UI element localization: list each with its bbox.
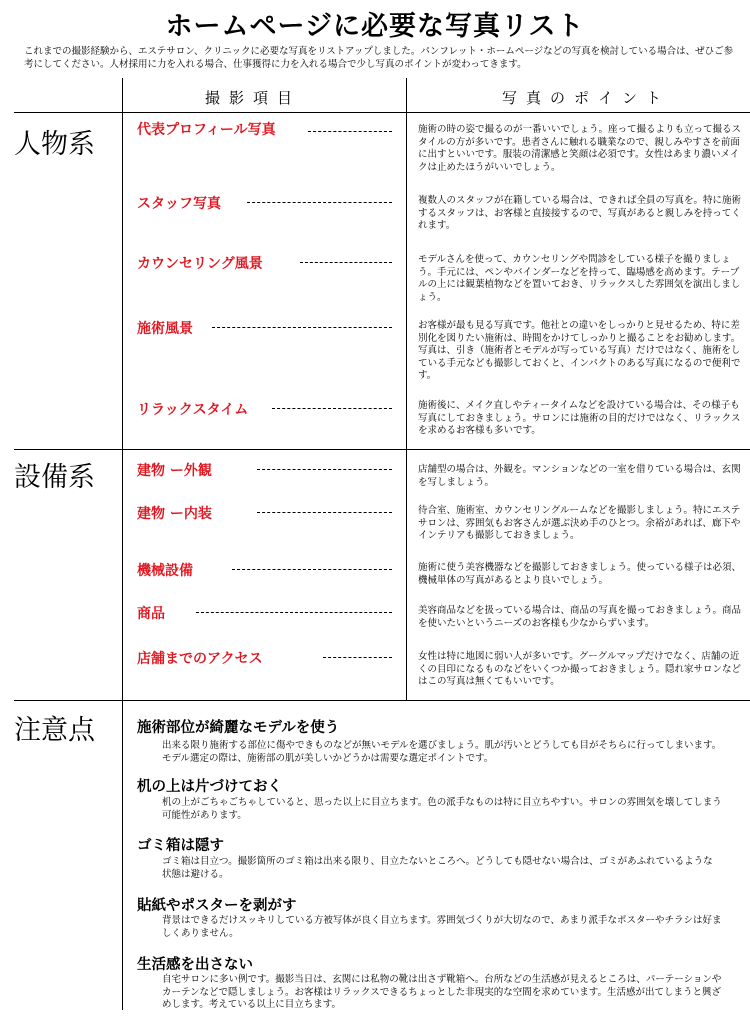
- item-desc: モデルさんを使って、カウンセリングや問診をしている様子を撮りましょう。手元には、ペンやバインダーなどを持って、臨場感を高めます。テーブルの上には観葉植物などを置いておき、リラックスした雰囲気を演出しましょう。: [418, 254, 741, 303]
- leader-line: [196, 612, 392, 613]
- leader-line: [323, 657, 392, 658]
- leader-line: [272, 408, 392, 409]
- item-name: リラックスタイム: [137, 402, 249, 418]
- note-title: 机の上は片づけておく: [137, 779, 282, 795]
- item-desc: 施術の時の姿で撮るのが一番いいでしょう。座って撮るよりも立って撮るスタイルの方が多いです。患者さんに触れる職業なので、親しみやすさを前面に出すといいです。服装の清潔感と笑顔は必須です。女性はあまり濃いメイクは止めたほうがいいでしょう。: [418, 124, 742, 173]
- leader-line: [247, 202, 392, 203]
- note-text: ゴミ箱は目立つ。撮影箇所のゴミ箱は出来る限り、目立たないところへ。どうしても隠せない場合は、ゴミがあふれているような状態は避ける。: [162, 856, 713, 880]
- leader-line: [300, 262, 392, 263]
- item-name: 店舗までのアクセス: [137, 651, 263, 667]
- column-header-items: 撮影項目: [205, 89, 302, 107]
- item-desc: 複数人のスタッフが在籍している場合は、できれば全員の写真を。特に施術するスタッフは、お客様と直接接するので、写真があると親しみを持ってくれます。: [418, 195, 742, 231]
- item-name: カウンセリング風景: [137, 256, 263, 272]
- header-underline: [14, 112, 750, 113]
- divider-points: [406, 78, 407, 700]
- section-divider-equipment: [14, 449, 750, 450]
- intro-text: これまでの撮影経験から、エステサロン、クリニックに必要な写真をリストアップしました。パンフレット・ホームページなどの写真を検討している場合は、ぜひご参考にしてください。人材採用に力を入れる場合、仕事獲得に力を入れる場合で少し写真のポイントが変わってきます。: [24, 46, 734, 70]
- item-desc: 美容商品などを扱っている場合は、商品の写真を撮っておきましょう。商品を使いたいというニーズのお客様も少なからずいます。: [418, 605, 742, 629]
- item-name: 建物 ー内装: [137, 506, 212, 522]
- column-header-points: 写真のポイント: [502, 89, 671, 107]
- leader-line: [257, 512, 392, 513]
- page-title: ホームページに必要な写真リスト: [165, 11, 585, 42]
- note-text: 背景はできるだけスッキリしている方被写体が良く目立ちます。雰囲気づくりが大切なので、あまり派手なポスターやチラシは好ましくありません。: [162, 915, 722, 939]
- note-title: 施術部位が綺麗なモデルを使う: [137, 720, 340, 736]
- item-name: スタッフ写真: [137, 196, 221, 212]
- note-title: ゴミ箱は隠す: [137, 838, 224, 854]
- item-name: 建物 ー外観: [137, 463, 212, 479]
- divider-items: [122, 78, 123, 700]
- item-name: 施術風景: [137, 321, 193, 337]
- item-desc: 女性は特に地図に弱い人が多いです。グーグルマップだけでなく、店舗の近くの目印になるものなどをいくつか撮っておきましょう。隠れ家サロンなどはこの写真は無くてもいいです。: [418, 651, 742, 687]
- section-label-notes: 注意点: [14, 715, 95, 746]
- item-desc: 施術後に、メイク直しやティータイムなどを設けている場合は、その様子も写真にしておきましょう。サロンには施術の目的だけではなく、リラックスを求めるお客様も多いです。: [418, 400, 741, 436]
- item-desc: お客様が最も見る写真です。他社との違いをしっかりと見せるため、特に差別化を図りたい施術は、時間をかけてしっかりと撮ることをお勧めします。写真は、引き（施術者とモデルが写っている写真）だけではなく、施術をしている手元なども撮影しておくと、インパクトのある写真になるので便利です。: [418, 320, 741, 381]
- note-text: 机の上がごちゃごちゃしていると、思った以上に目立ちます。色の派手なものは特に目立ちやすい。サロンの雰囲気を壊してしまう可能性があります。: [162, 797, 722, 821]
- item-name: 代表プロフィール写真: [137, 122, 276, 138]
- section-label-equipment: 設備系: [14, 462, 95, 493]
- item-name: 機械設備: [137, 563, 193, 579]
- leader-line: [212, 327, 392, 328]
- leader-line: [232, 569, 392, 570]
- divider-notes: [122, 700, 123, 1010]
- leader-line: [257, 469, 392, 470]
- leader-line: [308, 131, 392, 132]
- note-text: 自宅サロンに多い例です。撮影当日は、玄関には私物の靴は出さず靴箱へ。台所などの生活感が見えるところは、パーテーションやカーテンなどで隠しましょう。お客様はリラックスできるちょっとした非現実的な空間を求めています。生活感が出てしまうと興ざめします。考えている以上に目立ちます。: [162, 974, 722, 1010]
- section-label-people: 人物系: [14, 129, 95, 160]
- item-desc: 店舗型の場合は、外観を。マンションなどの一室を借りている場合は、玄関を写しましょう。: [418, 464, 741, 488]
- note-title: 貼紙やポスターを剥がす: [137, 898, 297, 914]
- item-name: 商品: [137, 606, 165, 622]
- item-desc: 施術に使う美容機器などを撮影しておきましょう。使っている様子は必須、機械単体の写真があるとより良いでしょう。: [418, 562, 742, 586]
- note-title: 生活感を出さない: [137, 957, 253, 973]
- section-divider-notes: [14, 700, 750, 701]
- item-desc: 待合室、施術室、カウンセリングルームなどを撮影しましょう。特にエステサロンは、雰囲気もお客さんが選ぶ決め手のひとつ。余裕があれば、廊下やインテリアも撮影しておきましょう。: [418, 505, 741, 541]
- note-text: 出来る限り施術する部位に傷やできものなどが無いモデルを選びましょう。肌が汚いとどうしても目がそちらに行ってしまいます。モデル選定の際は、施術部の肌が美しいかどうかは需要な選定ポイントです。: [162, 740, 722, 764]
